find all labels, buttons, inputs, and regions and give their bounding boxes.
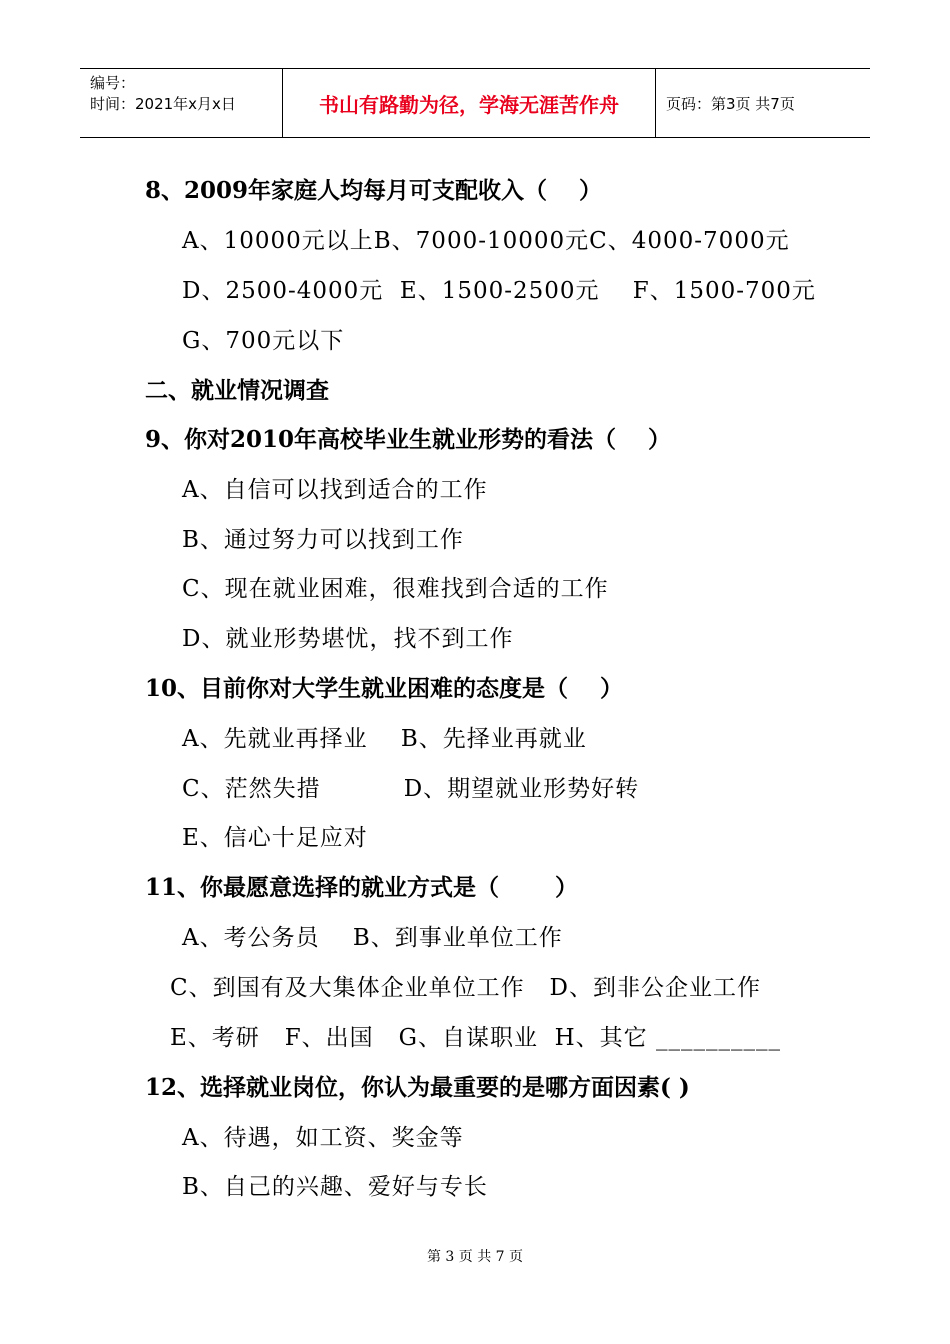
q8-options-row-2: D、2500-4000元 E、1500-2500元 F、1500-700元 xyxy=(182,278,816,304)
q9-option-c: C、现在就业困难，很难找到合适的工作 xyxy=(182,576,609,602)
q9-option-b: B、通过努力可以找到工作 xyxy=(182,527,464,553)
page-footer: 第 3 页 共 7 页 xyxy=(426,1249,524,1265)
date-label: 时间：2021年x月x日 xyxy=(90,95,236,113)
q8-options-row-1: A、10000元以上B、7000-10000元C、4000-7000元 xyxy=(182,228,790,254)
q10-options-row-3: E、信心十足应对 xyxy=(182,825,368,851)
section-heading-employment: 二、就业情况调查 xyxy=(145,377,329,404)
question-8: 8、2009年家庭人均每月可支配收入（ ） xyxy=(145,177,603,204)
header-motto: 书山有路勤为径，学海无涯苦作舟 xyxy=(282,69,656,137)
number-label: 编号： xyxy=(90,74,136,92)
header-meta xyxy=(80,69,282,137)
q11-options-row-3: E、考研 F、出国 G、自谋职业 H、其它 __________ xyxy=(170,1025,781,1051)
question-12: 12、选择就业岗位，你认为最重要的是哪方面因素( ) xyxy=(145,1074,690,1101)
q10-options-row-1: A、先就业再择业 B、先择业再就业 xyxy=(182,726,587,752)
q9-option-a: A、自信可以找到适合的工作 xyxy=(182,477,488,503)
q11-options-row-1: A、考公务员 B、到事业单位工作 xyxy=(182,925,563,951)
question-10: 10、目前你对大学生就业困难的态度是（ ） xyxy=(145,675,624,702)
question-9: 9、你对2010年高校毕业生就业形势的看法（ ） xyxy=(145,426,672,453)
question-11: 11、你最愿意选择的就业方式是（ ） xyxy=(145,874,579,901)
page-header xyxy=(80,68,870,138)
q9-option-d: D、就业形势堪忧，找不到工作 xyxy=(182,626,514,652)
q8-options-row-3: G、700元以下 xyxy=(182,328,345,354)
q11-options-row-2: C、到国有及大集体企业单位工作 D、到非公企业工作 xyxy=(170,975,761,1001)
q12-option-b: B、自己的兴趣、爱好与专长 xyxy=(182,1174,488,1200)
q12-option-a: A、待遇，如工资、奖金等 xyxy=(182,1125,464,1151)
header-page-info: 页码：第3页 共7页 xyxy=(666,94,795,113)
q10-options-row-2: C、茫然失措 D、期望就业形势好转 xyxy=(182,776,640,802)
